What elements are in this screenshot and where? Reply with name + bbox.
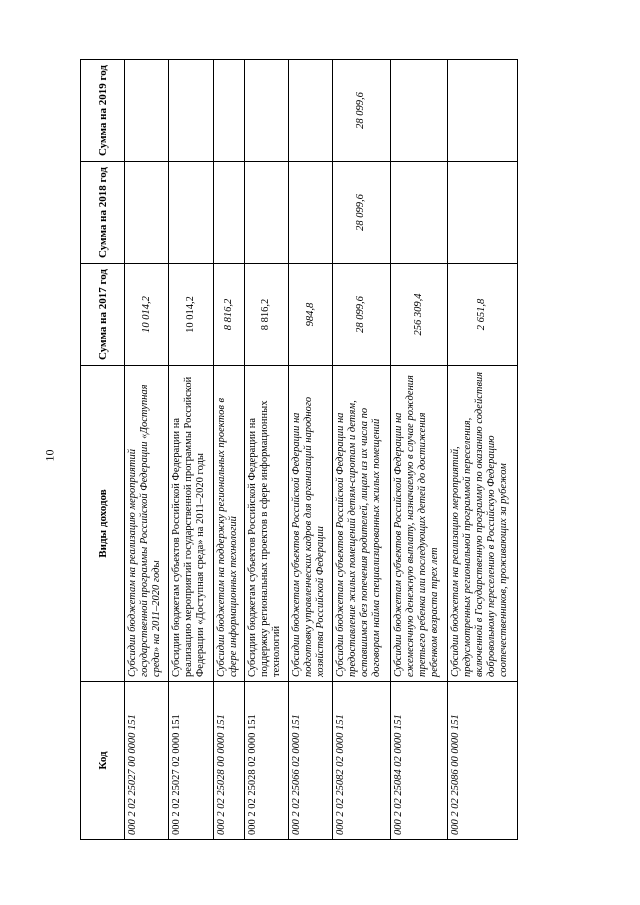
row-code: 000 2 02 25028 00 0000 151 xyxy=(213,682,244,840)
row-sum-2019 xyxy=(447,60,517,162)
table-header-row xyxy=(81,60,125,840)
header-2017: Сумма на 2017 год xyxy=(81,264,125,366)
row-name: Субсидии бюджетам субъектов Российской Федерации на поддержку региональных проектов в сфере информационных технологий xyxy=(244,366,288,682)
row-sum-2017: 28 099,6 xyxy=(333,264,390,366)
row-sum-2019 xyxy=(390,60,447,162)
table-row xyxy=(289,60,333,840)
table-row xyxy=(333,60,390,840)
row-sum-2019 xyxy=(244,60,288,162)
table-row xyxy=(213,60,244,840)
row-sum-2018 xyxy=(125,162,169,264)
row-sum-2018 xyxy=(447,162,517,264)
row-sum-2019 xyxy=(125,60,169,162)
row-sum-2017: 2 651,8 xyxy=(447,264,517,366)
row-sum-2017: 10 014,2 xyxy=(125,264,169,366)
row-sum-2017: 256 309,4 xyxy=(390,264,447,366)
row-sum-2019: 28 099,6 xyxy=(333,60,390,162)
row-code: 000 2 02 25084 02 0000 151 xyxy=(390,682,447,840)
header-2018: Сумма на 2018 год xyxy=(81,162,125,264)
row-name: Субсидии бюджетам на поддержку региональных проектов в сфере информационных технологий xyxy=(213,366,244,682)
row-sum-2019 xyxy=(213,60,244,162)
header-code: Код xyxy=(81,682,125,840)
row-code: 000 2 02 25027 02 0000 151 xyxy=(169,682,213,840)
row-name: Субсидии бюджетам субъектов Российской Федерации на предоставление жилых помещений детям-сиротам и детям, оставшимся без попечения родителей, лицам из их числа по договорам найма специализированных жилых помещений xyxy=(333,366,390,682)
row-sum-2017: 984,8 xyxy=(289,264,333,366)
header-name: Виды доходов xyxy=(81,366,125,682)
table-container xyxy=(80,60,518,840)
row-sum-2017: 10 014,2 xyxy=(169,264,213,366)
row-name: Субсидии бюджетам на реализацию мероприятий государственной программы Российской Федерации «Доступная среда» на 2011–2020 годы xyxy=(125,366,169,682)
row-sum-2019 xyxy=(169,60,213,162)
row-name: Субсидии бюджетам субъектов Российской Федерации на ежемесячную денежную выплату, назначаемую в случае рождения третьего ребенка или последующих детей до достижения ребенком возраста трех лет xyxy=(390,366,447,682)
row-code: 000 2 02 25027 00 0000 151 xyxy=(125,682,169,840)
row-sum-2018: 28 099,6 xyxy=(333,162,390,264)
row-sum-2019 xyxy=(289,60,333,162)
row-name: Субсидии бюджетам на реализацию мероприятий, предусмотренных региональной программой переселения, включенной в Государственную программу по оказанию содействия добровольному переселению в Российскую Федерацию соотечественников, проживающих за рубежом xyxy=(447,366,517,682)
revenue-table xyxy=(80,59,518,840)
row-code: 000 2 02 25082 02 0000 151 xyxy=(333,682,390,840)
row-sum-2018 xyxy=(390,162,447,264)
row-sum-2017: 8 816,2 xyxy=(244,264,288,366)
header-2019: Сумма на 2019 год xyxy=(81,60,125,162)
row-sum-2018 xyxy=(244,162,288,264)
row-code: 000 2 02 25066 02 0000 151 xyxy=(289,682,333,840)
row-sum-2018 xyxy=(213,162,244,264)
table-row xyxy=(390,60,447,840)
table-row xyxy=(447,60,517,840)
row-name: Субсидии бюджетам субъектов Российской Федерации на реализацию мероприятий государственной программы Российской Федерации «Доступная среда» на 2011–2020 годы xyxy=(169,366,213,682)
row-sum-2017: 8 816,2 xyxy=(213,264,244,366)
table-row xyxy=(244,60,288,840)
row-name: Субсидии бюджетам субъектов Российской Федерации на подготовку управленческих кадров для организаций народного хозяйства Российской Федерации xyxy=(289,366,333,682)
row-sum-2018 xyxy=(289,162,333,264)
row-sum-2018 xyxy=(169,162,213,264)
row-code: 000 2 02 25086 00 0000 151 xyxy=(447,682,517,840)
row-code: 000 2 02 25028 02 0000 151 xyxy=(244,682,288,840)
table-row xyxy=(125,60,169,840)
table-row xyxy=(169,60,213,840)
page-number: 10 xyxy=(42,449,57,462)
